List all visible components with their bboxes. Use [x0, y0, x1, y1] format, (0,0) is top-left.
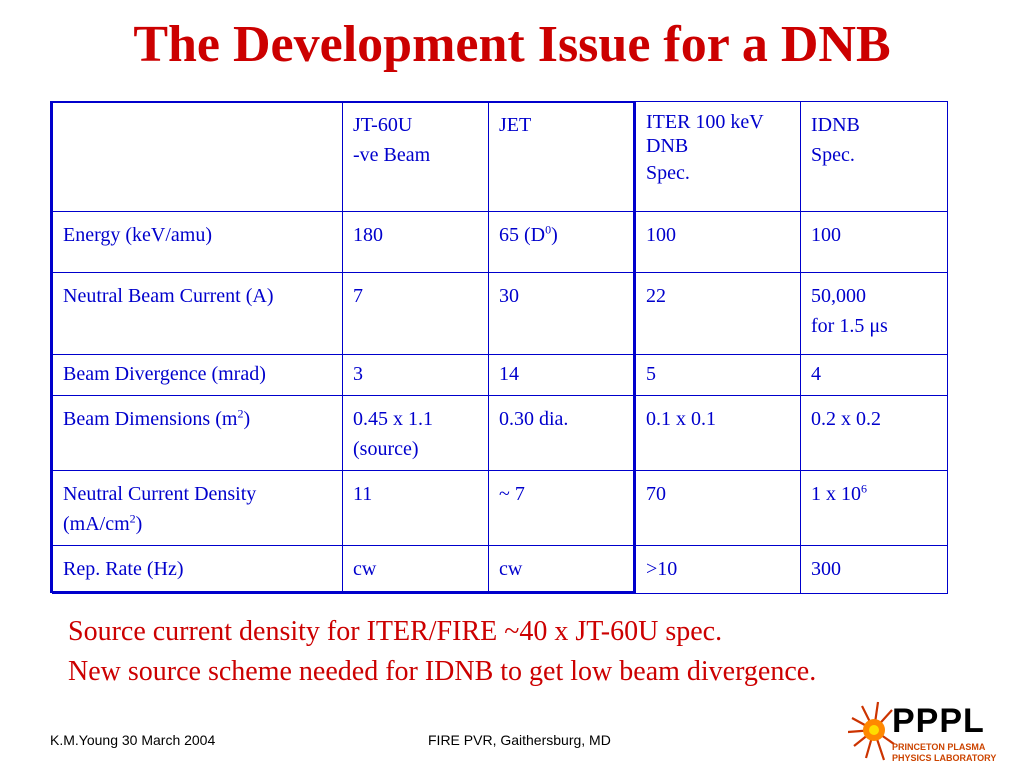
row-label-dimensions: [53, 396, 343, 471]
cell-rep-rate-idnb: 300: [801, 546, 948, 594]
table-row: [53, 355, 948, 396]
row-label-dimensions-sup: 2: [237, 406, 244, 421]
row-label-divergence: Beam Divergence (mrad): [53, 355, 343, 396]
row-label-density-sup: 2: [129, 511, 136, 526]
row-label-dimensions-end: ): [243, 408, 251, 430]
cell-energy-jt60u: 180: [343, 212, 489, 273]
comparison-table: [52, 101, 948, 594]
header-jt60u-line2: -ve Beam: [353, 144, 431, 166]
header-cell-iter: [636, 102, 801, 212]
header-cell-jet: JET: [489, 102, 636, 212]
header-iter-line1: ITER 100 keV DNB: [646, 111, 764, 157]
cell-density-jet: ~ 7: [489, 471, 636, 546]
header-idnb-line2: Spec.: [811, 144, 855, 166]
footer-event: FIRE PVR, Gaithersburg, MD: [428, 732, 611, 748]
cell-divergence-idnb: 4: [801, 355, 948, 396]
cell-current-idnb-line2: for 1.5 μs: [811, 315, 888, 337]
header-cell-jt60u: [343, 102, 489, 212]
cell-current-idnb-line1: 50,000: [811, 285, 866, 307]
cell-divergence-jet: 14: [489, 355, 636, 396]
cell-dimensions-idnb: 0.2 x 0.2: [801, 396, 948, 471]
row-label-rep-rate: Rep. Rate (Hz): [53, 546, 343, 594]
cell-rep-rate-iter: >10: [636, 546, 801, 594]
row-label-density: [53, 471, 343, 546]
note-line-2: New source scheme needed for IDNB to get low beam divergence.: [68, 656, 817, 687]
row-label-dimensions-text: Beam Dimensions (m: [63, 408, 238, 430]
logo-wordmark: PPPL: [892, 702, 985, 740]
footer-author-date: K.M.Young 30 March 2004: [50, 732, 216, 748]
starburst-icon: [848, 700, 896, 766]
cell-rep-rate-jt60u: cw: [343, 546, 489, 594]
note-line-1: Source current density for ITER/FIRE ~40 x JT-60U spec.: [68, 616, 723, 647]
cell-divergence-iter: 5: [636, 355, 801, 396]
header-cell-idnb: [801, 102, 948, 212]
cell-current-jet: 30: [489, 273, 636, 355]
cell-density-idnb: [801, 471, 948, 546]
cell-divergence-jt60u: 3: [343, 355, 489, 396]
row-label-current: Neutral Beam Current (A): [53, 273, 343, 355]
cell-dimensions-iter: 0.1 x 0.1: [636, 396, 801, 471]
row-label-density-end: ): [135, 513, 143, 535]
row-label-density-text: Neutral Current Density (mA/cm: [63, 483, 257, 535]
cell-energy-jet: [489, 212, 636, 273]
cell-current-jt60u: 7: [343, 273, 489, 355]
cell-energy-jet-text: 65 (D: [499, 224, 546, 246]
cell-density-idnb-sup: 6: [861, 481, 867, 496]
cell-density-idnb-text: 1 x 10: [811, 483, 861, 505]
cell-dimensions-jet: 0.30 dia.: [489, 396, 636, 471]
table-row: [53, 273, 948, 355]
header-cell-empty: [53, 102, 343, 212]
header-jt60u-line1: JT-60U: [353, 114, 413, 136]
cell-rep-rate-jet: cw: [489, 546, 636, 594]
slide-title: The Development Issue for a DNB: [133, 16, 891, 73]
header-iter-line2: Spec.: [646, 162, 690, 184]
cell-current-iter: 22: [636, 273, 801, 355]
table-row: [53, 471, 948, 546]
cell-current-idnb: [801, 273, 948, 355]
cell-energy-iter: 100: [636, 212, 801, 273]
logo-subtitle-1: PRINCETON PLASMA: [892, 742, 986, 752]
logo-subtitle-2: PHYSICS LABORATORY: [892, 753, 997, 763]
table-row: [53, 212, 948, 273]
header-idnb-line1: IDNB: [811, 114, 860, 136]
row-label-energy: Energy (keV/amu): [53, 212, 343, 273]
table-row: [53, 546, 948, 594]
cell-density-iter: 70: [636, 471, 801, 546]
pppl-logo: [848, 700, 1008, 766]
table-header-row: [53, 102, 948, 212]
cell-energy-jet-end: ): [551, 224, 558, 246]
cell-dimensions-jt60u: 0.45 x 1.1 (source): [343, 396, 489, 471]
cell-energy-idnb: 100: [801, 212, 948, 273]
cell-density-jt60u: 11: [343, 471, 489, 546]
table-row: [53, 396, 948, 471]
cell-energy-jet-sup: 0: [545, 222, 552, 237]
